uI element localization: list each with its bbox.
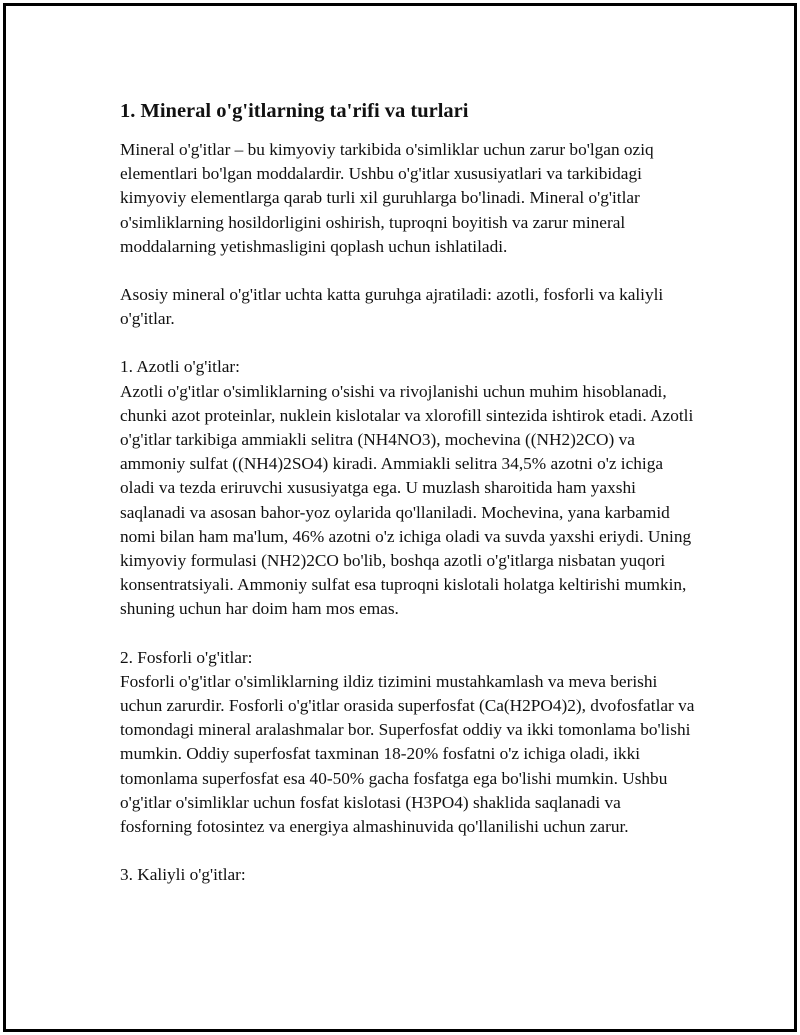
section-body: Fosforli o'g'itlar o'simliklarning ildiz tizimini mustahkamlash va meva berishi uchun zarurdir. Fosforli o'g'itlar orasida superfosfat (Ca(H2PO4)2), dvofosfatlar va tomondagi mineral aralashmalar bor. Superfosfat oddiy va ikki tomonlama bo'lishi mumkin. Oddiy superfosfat taxminan 18-20% fosfatni o'z ichiga oladi, ikki tomonlama superfosfat esa 40-50% gacha fosfatga ega bo'lishi mumkin. Ushbu o'g'itlar o'simliklar uchun fosfat kislotasi (H3PO4) shaklida saqlanadi va fosforning fotosintez va energiya almashinuvida qo'llanilishi uchun zarur. [120, 671, 695, 837]
section-phosphorus [120, 646, 695, 840]
section-heading: 1. Azotli o'g'itlar: [120, 357, 240, 377]
groups-paragraph: Asosiy mineral o'g'itlar uchta katta guruhga ajratiladi: azotli, fosforli va kaliyli o'g'itlar. [120, 285, 664, 329]
section-body: Azotli o'g'itlar o'simliklarning o'sishi va rivojlanishi uchun muhim hisoblanadi, chunki azot proteinlar, nuklein kislotalar va xlorofill sintezida ishtirok etadi. Azotli o'g'itlar tarkibiga ammiakli selitra (NH4NO3), mochevina ((NH2)2CO) va ammoniy sulfat ((NH4)2SO4) kiradi. Ammiakli selitra 34,5% azotni o'z ichiga oladi va tezda eriruvchi xususiyatga ega. U muzlash sharoitida ham yaxshi saqlanadi va asosan bahor-yoz oylarida qo'llaniladi. Mochevina, yana karbamid nomi bilan ham ma'lum, 46% azotni o'z ichiga oladi va suvda yaxshi eriydi. Uning kimyoviy formulasi (NH2)2CO bo'lib, boshqa azotli o'g'itlarga nisbatan yuqori konsentratsiyali. Ammoniy sulfat esa tuproqni kislotali holatga keltirishi mumkin, shuning uchun har doim ham mos emas. [120, 381, 694, 619]
section-potassium [120, 863, 695, 887]
section-nitrogen [120, 355, 695, 621]
section-heading: 3. Kaliyli o'g'itlar: [120, 865, 246, 885]
page-frame [3, 3, 797, 1032]
document-title: 1. Mineral o'g'itlarning ta'rifi va turlari [120, 100, 469, 122]
section-heading: 2. Fosforli o'g'itlar: [120, 647, 253, 667]
document-content [120, 98, 695, 911]
intro-paragraph: Mineral o'g'itlar – bu kimyoviy tarkibida o'simliklar uchun zarur bo'lgan oziq elementlari bo'lgan moddalardir. Ushbu o'g'itlar xususiyatlari va tarkibidagi kimyoviy elementlarga qarab turli xil guruhlarga bo'linadi. Mineral o'g'itlar o'simliklarning hosildorligini oshirish, tuproqni boyitish va zarur mineral moddalarning yetishmasligini qoplash uchun ishlatiladi. [120, 140, 654, 256]
